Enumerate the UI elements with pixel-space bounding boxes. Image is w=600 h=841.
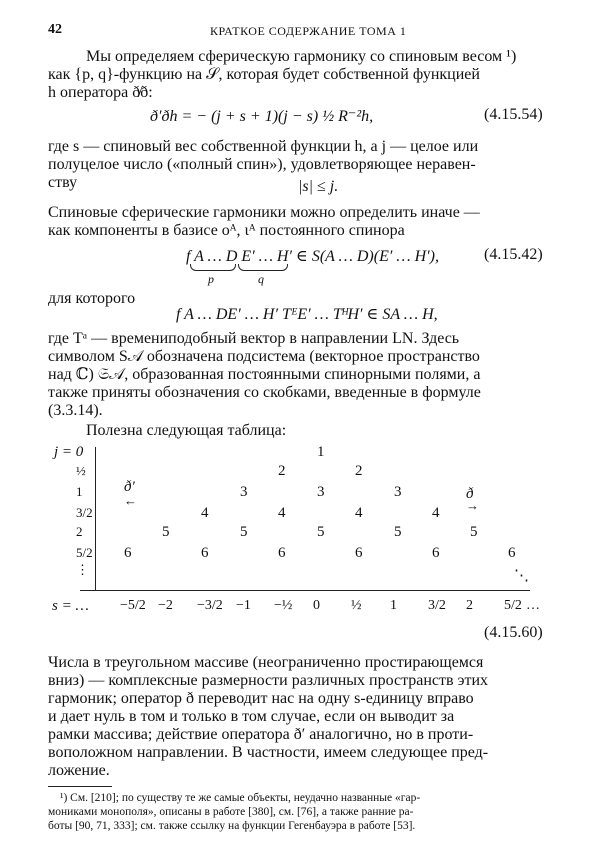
- table-cell: 5: [470, 524, 478, 540]
- table-cell: 3: [240, 484, 248, 500]
- footnote-rule: [48, 786, 112, 787]
- para5-line4: также приняты обозначения со скобками, введенные в формуле: [48, 384, 481, 401]
- s-value: 1: [390, 598, 397, 613]
- j-value: ⋮: [76, 562, 89, 577]
- running-title: КРАТКОЕ СОДЕРЖАНИЕ ТОМА 1: [210, 24, 407, 38]
- para7-line7: ложение.: [48, 762, 110, 779]
- table-cell: 2: [355, 463, 363, 479]
- s-value: 3/2: [428, 598, 446, 613]
- para7-line2: вниз) — комплексные размерности различных пространств этих: [48, 672, 488, 689]
- para2-line1: где s — спиновый вес собственной функции h, а j — целое или: [48, 138, 479, 155]
- para1-line1: Мы определяем сферическую гармонику со спиновым весом ¹): [86, 48, 517, 65]
- table-cell: 4: [278, 505, 286, 521]
- s-value: 5/2: [504, 598, 522, 613]
- j-value: 5/2: [76, 545, 93, 560]
- page-number: 42: [48, 22, 62, 37]
- j-value: ½: [76, 463, 86, 478]
- table-cell: 3: [317, 484, 325, 500]
- equation-number-4-15-42: (4.15.42): [484, 246, 543, 263]
- para7-line4: и дает нуль в том и только в том случае, если он выводит за: [48, 708, 455, 725]
- footnote-line3: боты [90, 71, 333]; см. также ссылку на функции Гегенбауэра в работе [53].: [48, 820, 416, 832]
- equation-4-15-54: ð′ðh = − (j + s + 1)(j − s) ½ R⁻²h,: [150, 108, 374, 125]
- j-value: 3/2: [76, 505, 93, 520]
- underbrace-q: [238, 264, 288, 271]
- table-cell: 5: [240, 524, 248, 540]
- s-value: −1: [236, 598, 251, 613]
- para6: Полезна следующая таблица:: [86, 422, 287, 439]
- table-cell: 5: [162, 524, 170, 540]
- para2-line3: ству: [48, 174, 78, 191]
- underbrace-q-label: q: [258, 272, 264, 286]
- s-value: −2: [158, 598, 173, 613]
- table-cell: 5: [394, 524, 402, 540]
- s-value: 2: [466, 598, 473, 613]
- para2-line2: полуцелое число («полный спин»), удовлетворяющее неравен-: [48, 156, 476, 173]
- para1-line3: h оператора ð̸ð:: [48, 84, 153, 101]
- para5-line2: символом S𝒜 обозначена подсистема (векторное пространство: [48, 348, 480, 365]
- table-cell: 6: [278, 545, 286, 561]
- para5-line5: (3.3.14).: [48, 402, 103, 419]
- para5-line3: над ℂ) 𝔖𝒜, образованная постоянными спинорными полями, а: [48, 366, 481, 383]
- s-value: −½: [274, 598, 293, 613]
- table-cell: 1: [317, 444, 325, 460]
- j-axis-line: [95, 447, 96, 590]
- para4: для которого: [48, 290, 136, 307]
- diagonal-dots: ⋱: [514, 568, 529, 584]
- s-axis-line: [80, 590, 530, 591]
- table-cell: 2: [278, 463, 286, 479]
- equation-number-4-15-60: (4.15.60): [484, 624, 543, 641]
- underbrace-p: [190, 264, 236, 271]
- para7-line5: рамки массива; действие оператора ð′ аналогично, но в проти-: [48, 726, 474, 743]
- para7-line1: Числа в треугольном массиве (неограниченно простирающемся: [48, 654, 484, 671]
- operator-edth-prime: ð′: [124, 479, 135, 495]
- inequality: |s| ≤ j.: [298, 178, 339, 195]
- arrow-right-icon: →: [466, 498, 479, 513]
- equation-unnumbered: f A … DE′ … H′ TᴱE′ … TᴴH′ ∈ SA … H,: [176, 306, 438, 323]
- equation-number-4-15-54: (4.15.54): [484, 106, 543, 123]
- footnote-line2: мониками монополя», описаны в работе [380], см. [76], а также ранние ра-: [48, 806, 414, 818]
- j-label: j = 0: [54, 444, 84, 460]
- s-value: −5/2: [120, 598, 146, 613]
- footnote-line1: ¹) См. [210]; по существу те же самые объекты, неудачно названные «гар-: [60, 792, 421, 804]
- j-value: 1: [76, 484, 83, 499]
- para7-line6: воположном направлении. В частности, имеем следующее пред-: [48, 744, 489, 761]
- s-label: s = …: [52, 598, 89, 614]
- s-value: −3/2: [197, 598, 223, 613]
- table-cell: 3: [394, 484, 402, 500]
- para5-line1: где Tᵃ — времениподобный вектор в направлении LN. Здесь: [48, 330, 460, 347]
- s-value: 0: [313, 598, 320, 613]
- table-cell: 4: [432, 505, 440, 521]
- underbrace-p-label: p: [208, 272, 214, 286]
- s-value: ½: [351, 598, 362, 613]
- operator-edth: ð: [466, 486, 474, 502]
- s-value: …: [526, 598, 540, 613]
- para3-line1: Спиновые сферические гармоники можно определить иначе —: [48, 204, 480, 221]
- para3-line2: как компоненты в базисе oᴬ, ιᴬ постоянного спинора: [48, 222, 405, 239]
- para7-line3: гармоник; оператор ð переводит нас на одну s-единицу вправо: [48, 690, 474, 707]
- j-value: 2: [76, 524, 83, 539]
- table-cell: 4: [355, 505, 363, 521]
- equation-4-15-42: f A … D E′ … H′ ∈ S(A … D)(E′ … H′),: [186, 248, 439, 265]
- table-cell: 6: [355, 545, 363, 561]
- table-cell: 5: [317, 524, 325, 540]
- arrow-left-icon: ←: [124, 493, 137, 508]
- para1-line2: как {p, q}-функцию на 𝒮, которая будет собственной функцией: [48, 66, 480, 83]
- table-cell: 6: [124, 545, 132, 561]
- table-cell: 6: [432, 545, 440, 561]
- table-cell: 6: [201, 545, 209, 561]
- table-cell: 6: [508, 545, 516, 561]
- table-cell: 4: [201, 505, 209, 521]
